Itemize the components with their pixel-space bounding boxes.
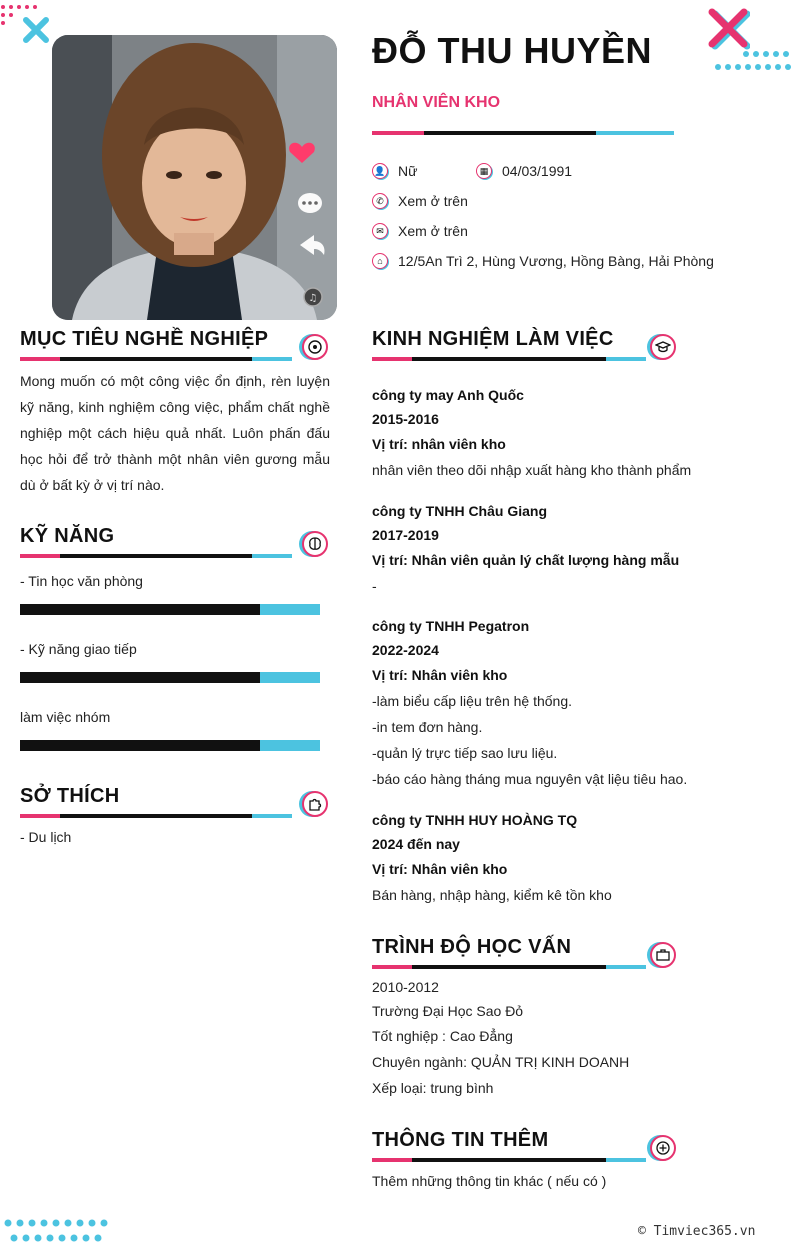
birthdate-row (476, 163, 572, 179)
skill-bar-fill (20, 740, 260, 751)
phone-row (372, 193, 468, 209)
job-position: Vị trí: Nhân viên quản lý chất lượng hàng mẫu (372, 552, 680, 568)
job-detail: Bán hàng, nhập hàng, kiểm kê tồn kho (372, 887, 612, 903)
education-line: Tốt nghiệp : Cao Đẳng (372, 1028, 513, 1044)
section-underline (372, 965, 646, 969)
title-underline (372, 131, 674, 135)
svg-text:♫: ♫ (308, 293, 318, 304)
puzzle-icon (302, 791, 328, 817)
home-icon: ⌂ (372, 253, 388, 269)
calendar-icon: ▦ (476, 163, 492, 179)
gender-row (372, 163, 417, 179)
dots-decoration (4, 1218, 108, 1244)
job-company: công ty TNHH HUY HOÀNG TQ (372, 812, 578, 828)
target-icon (302, 334, 328, 360)
brain-icon (302, 531, 328, 557)
job-period: 2024 đến nay (372, 836, 460, 852)
job-detail: -quản lý trực tiếp sao lưu liệu. (372, 745, 558, 761)
cross-decoration (706, 6, 750, 50)
education-line: Chuyên ngành: QUẢN TRỊ KINH DOANH (372, 1054, 630, 1070)
birthdate-value: 04/03/1991 (502, 163, 573, 179)
email-row (372, 223, 468, 239)
job-detail: -làm biểu cấp liệu trên hệ thống. (372, 693, 573, 709)
education-line: Xếp loại: trung bình (372, 1080, 494, 1096)
skill-bar (20, 740, 320, 751)
job-company: công ty TNHH Pegatron (372, 618, 530, 634)
graduation-cap-icon (650, 334, 676, 360)
job-title: NHÂN VIÊN KHO (372, 94, 501, 111)
gender-value: Nữ (398, 163, 418, 179)
extra-info-text: Thêm những thông tin khác ( nếu có ) (372, 1173, 607, 1189)
job-position: Vị trí: Nhân viên kho (372, 861, 508, 877)
job-period: 2022-2024 (372, 642, 439, 658)
plus-circle-icon (650, 1135, 676, 1161)
skill-bar-fill (20, 604, 260, 615)
job-detail: -in tem đơn hàng. (372, 719, 483, 735)
person-icon: 👤 (372, 163, 388, 179)
job-position: Vị trí: nhân viên kho (372, 436, 506, 452)
objective-text: Mong muốn có một công việc ổn định, rèn luyện kỹ năng, kinh nghiệm công việc, phẩm chất nghề nghiệp một cách hiệu quả nhất. Luôn phấn đấu học hỏi để trở thành một nhân viên gương mẫu dù ở bất kỳ ở vị trí nào. (20, 373, 330, 493)
section-underline (20, 814, 292, 818)
education-line: Trường Đại Học Sao Đỏ (372, 1003, 524, 1019)
skill-label: - Kỹ năng giao tiếp (20, 641, 137, 657)
skill-label: - Tin học văn phòng (20, 573, 143, 589)
hobbies-heading: SỞ THÍCH (20, 785, 120, 807)
email-value: Xem ở trên (398, 223, 468, 239)
cross-decoration (22, 16, 50, 44)
section-underline (20, 357, 292, 361)
objective-heading: MỤC TIÊU NGHỀ NGHIỆP (20, 328, 269, 350)
job-detail: - (372, 578, 377, 594)
mail-icon: ✉ (372, 223, 388, 239)
skill-bar-fill (20, 672, 260, 683)
education-heading: TRÌNH ĐỘ HỌC VẤN (372, 936, 572, 958)
job-position: Vị trí: Nhân viên kho (372, 667, 508, 683)
skill-bar (20, 604, 320, 615)
experience-heading: KINH NGHIỆM LÀM VIỆC (372, 328, 614, 350)
hobby-text: - Du lịch (20, 829, 72, 845)
section-underline (20, 554, 292, 558)
skills-heading: KỸ NĂNG (20, 525, 115, 547)
job-period: 2015-2016 (372, 411, 439, 427)
extra-info-heading: THÔNG TIN THÊM (372, 1129, 549, 1151)
footer-credit: © Timviec365.vn (638, 1224, 756, 1239)
skill-bar (20, 672, 320, 683)
profile-photo (52, 35, 337, 320)
section-underline (372, 357, 646, 361)
skill-label: làm việc nhóm (20, 709, 111, 725)
portrait-illustration (52, 35, 337, 320)
education-line: 2010-2012 (372, 979, 439, 995)
job-company: công ty TNHH Châu Giang (372, 503, 547, 519)
candidate-name: ĐỖ THU HUYỀN (372, 30, 653, 71)
job-period: 2017-2019 (372, 527, 439, 543)
job-company: công ty may Anh Quốc (372, 387, 524, 403)
phone-icon: ✆ (372, 193, 388, 209)
phone-value: Xem ở trên (398, 193, 468, 209)
address-value: 12/5An Trì 2, Hùng Vương, Hồng Bàng, Hải Phòng (398, 253, 714, 269)
job-detail: -báo cáo hàng tháng mua nguyên vật liệu tiêu hao. (372, 771, 688, 787)
dots-decoration (714, 50, 794, 72)
briefcase-icon (650, 942, 676, 968)
job-detail: nhân viên theo dõi nhập xuất hàng kho thành phẩm (372, 462, 692, 478)
section-underline (372, 1158, 646, 1162)
address-row (372, 253, 714, 269)
